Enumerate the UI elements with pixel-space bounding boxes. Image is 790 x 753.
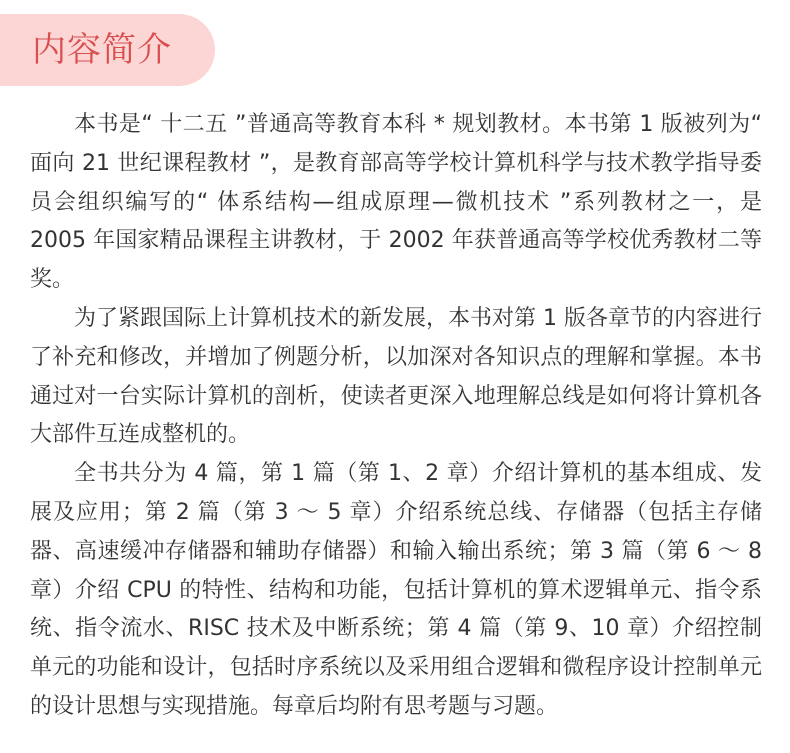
section-title: 内容简介	[32, 30, 172, 70]
section-header-tab	[0, 14, 215, 86]
intro-content	[30, 106, 762, 727]
intro-paragraph: 为了紧跟国际上计算机技术的新发展，本书对第 1 版各章节的内容进行了补充和修改，并增加了例题分析，以加深对各知识点的理解和掌握。本书通过对一台实际计算机的剖析，使读者更深入地理解总线是如何将计算机各大部件互连成整机的。	[30, 305, 762, 448]
intro-paragraph: 本书是“ 十二五 ”普通高等教育本科 * 规划教材。本书第 1 版被列为“ 面向 21 世纪课程教材 ”，是教育部高等学校计算机科学与技术教学指导委员会组织编写的“ 体系结构—组成原理—微机技术 ”系列教材之一，是 2005 年国家精品课程主讲教材，于 2002 年获普通高等学校优秀教材二等奖。	[30, 112, 762, 293]
intro-paragraph: 全书共分为 4 篇，第 1 篇（第 1、2 章）介绍计算机的基本组成、发展及应用；第 2 篇（第 3 ～ 5 章）介绍系统总线、存储器（包括主存储器、高速缓冲存储器和辅助存储器）和输入输出系统；第 3 篇（第 6 ～ 8 章）介绍 CPU 的特性、结构和功能，包括计算机的算术逻辑单元、指令系统、指令流水、RISC 技术及中断系统；第 4 篇（第 9、10 章）介绍控制单元的功能和设计，包括时序系统以及采用组合逻辑和微程序设计控制单元的设计思想与实现措施。每章后均附有思考题与习题。	[30, 461, 762, 719]
